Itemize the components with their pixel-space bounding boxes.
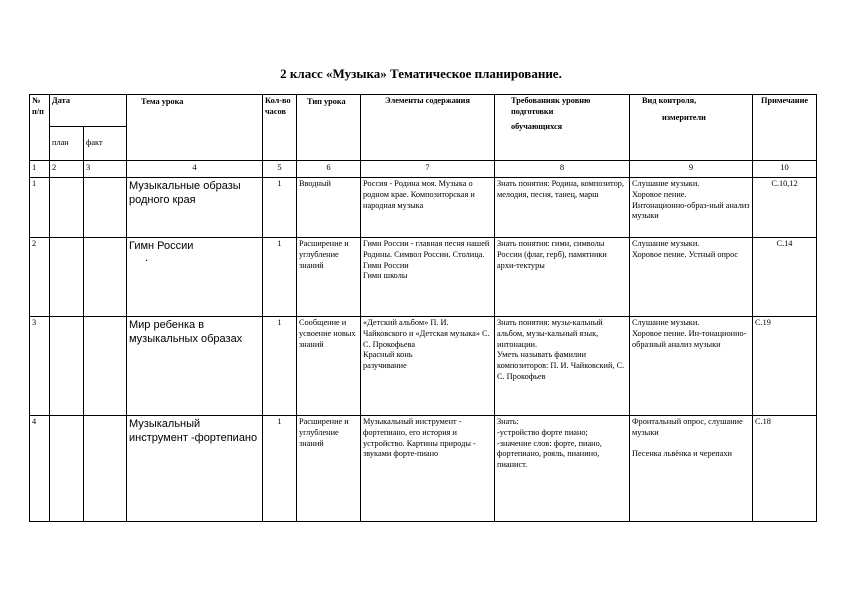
row-plan bbox=[50, 317, 84, 416]
row-topic-extra: . bbox=[145, 252, 149, 265]
table-row bbox=[30, 416, 817, 522]
row-requirements: Знать: -устройство форте пиано; -значение слов: форте, пиано, фортепиано, рояль, пианино, пианист. bbox=[495, 416, 630, 522]
row-elements: Музыкальный инструмент - фортепиано, его история и устройство. Картины природы - звуками форте-пиано bbox=[361, 416, 495, 522]
header-hours: Кол-во часов bbox=[263, 95, 297, 161]
header-plan: план bbox=[50, 127, 84, 161]
header-fact: факт bbox=[84, 127, 127, 161]
row-topic: Музыкальный инструмент -фортепиано bbox=[127, 416, 263, 522]
header-requirements bbox=[495, 95, 630, 161]
row-hours: 1 bbox=[263, 238, 297, 317]
row-hours: 1 bbox=[263, 317, 297, 416]
row-num: 2 bbox=[30, 238, 50, 317]
row-control: Слушание музыки. Хоровое пение. Устный опрос bbox=[630, 238, 753, 317]
table-row bbox=[30, 238, 817, 317]
col-number: 3 bbox=[84, 161, 127, 178]
row-type: Расширение и углубление знаний bbox=[297, 416, 361, 522]
row-notes: С.14 bbox=[753, 238, 817, 317]
col-number: 4 bbox=[127, 161, 263, 178]
table-row bbox=[30, 317, 817, 416]
row-elements: Гимн России - главная песня нашей Родины. Символ России. Столица. Гимн России Гимн школы bbox=[361, 238, 495, 317]
row-topic: Мир ребенка в музыкальных образах bbox=[127, 317, 263, 416]
row-num: 1 bbox=[30, 178, 50, 238]
row-type: Вводный bbox=[297, 178, 361, 238]
row-fact bbox=[84, 317, 127, 416]
col-number: 2 bbox=[50, 161, 84, 178]
row-type: Расширение и углубление знаний bbox=[297, 238, 361, 317]
header-control bbox=[630, 95, 753, 161]
row-requirements: Знать понятия: Родина, композитор, мелодия, песня, танец, марш bbox=[495, 178, 630, 238]
row-hours: 1 bbox=[263, 178, 297, 238]
row-hours: 1 bbox=[263, 416, 297, 522]
row-topic-text: Гимн России bbox=[129, 240, 194, 252]
row-elements: Россия - Родина моя. Музыка о родном крае. Композиторская и народная музыка bbox=[361, 178, 495, 238]
header-type: Тип урока bbox=[297, 95, 361, 161]
row-requirements: Знать понятия: музы-кальный альбом, музы-кальный язык, интонации. Уметь называть фамилии композиторов: П. И. Чайковский, С. С. Прокофьев bbox=[495, 317, 630, 416]
plan-table bbox=[29, 94, 817, 522]
header-requirements-line2: обучающихся bbox=[511, 121, 563, 131]
row-type: Сообщение и усвоение новых знаний bbox=[297, 317, 361, 416]
header-date: Дата bbox=[50, 95, 127, 127]
row-num: 4 bbox=[30, 416, 50, 522]
row-notes: С.19 bbox=[753, 317, 817, 416]
row-notes: С.10,12 bbox=[753, 178, 817, 238]
row-control: Слушание музыки. Хоровое пение. Ин-тонационно-образный анализ музыки bbox=[630, 317, 753, 416]
col-number: 6 bbox=[297, 161, 361, 178]
row-fact bbox=[84, 178, 127, 238]
header-control-line1: Вид контроля, bbox=[642, 96, 697, 105]
row-plan bbox=[50, 178, 84, 238]
row-plan bbox=[50, 238, 84, 317]
row-topic bbox=[127, 238, 263, 317]
col-number: 10 bbox=[753, 161, 817, 178]
row-num: 3 bbox=[30, 317, 50, 416]
header-topic: Тема урока bbox=[127, 95, 263, 161]
header-num: № п/п bbox=[30, 95, 50, 161]
col-number: 5 bbox=[263, 161, 297, 178]
row-control: Фронтальный опрос, слушание музыки Песенка львёнка и черепахи bbox=[630, 416, 753, 522]
row-requirements: Знать понятия: гимн, символы России (флаг, герб), памятники архи-тектуры bbox=[495, 238, 630, 317]
header-requirements-line1: Требованияк уровню подготовки bbox=[511, 96, 591, 116]
row-topic: Музыкальные образы родного края bbox=[127, 178, 263, 238]
col-number: 9 bbox=[630, 161, 753, 178]
header-control-line2: измерители bbox=[662, 112, 706, 122]
page-title: 2 класс «Музыка» Тематическое планирование. bbox=[280, 66, 562, 81]
col-number: 1 bbox=[30, 161, 50, 178]
header-notes: Примечание bbox=[753, 95, 817, 161]
col-number: 7 bbox=[361, 161, 495, 178]
row-fact bbox=[84, 416, 127, 522]
row-plan bbox=[50, 416, 84, 522]
table-row bbox=[30, 178, 817, 238]
row-control: Слушание музыки. Хоровое пение. Интонационно-образ-ный анализ музыки bbox=[630, 178, 753, 238]
row-elements: «Детский альбом» П. И. Чайковского и «Детская музыка» С. С. Прокофьева Красный конь разучивание bbox=[361, 317, 495, 416]
col-number: 8 bbox=[495, 161, 630, 178]
row-fact bbox=[84, 238, 127, 317]
row-notes: С.18 bbox=[753, 416, 817, 522]
header-elements: Элементы содержания bbox=[361, 95, 495, 161]
